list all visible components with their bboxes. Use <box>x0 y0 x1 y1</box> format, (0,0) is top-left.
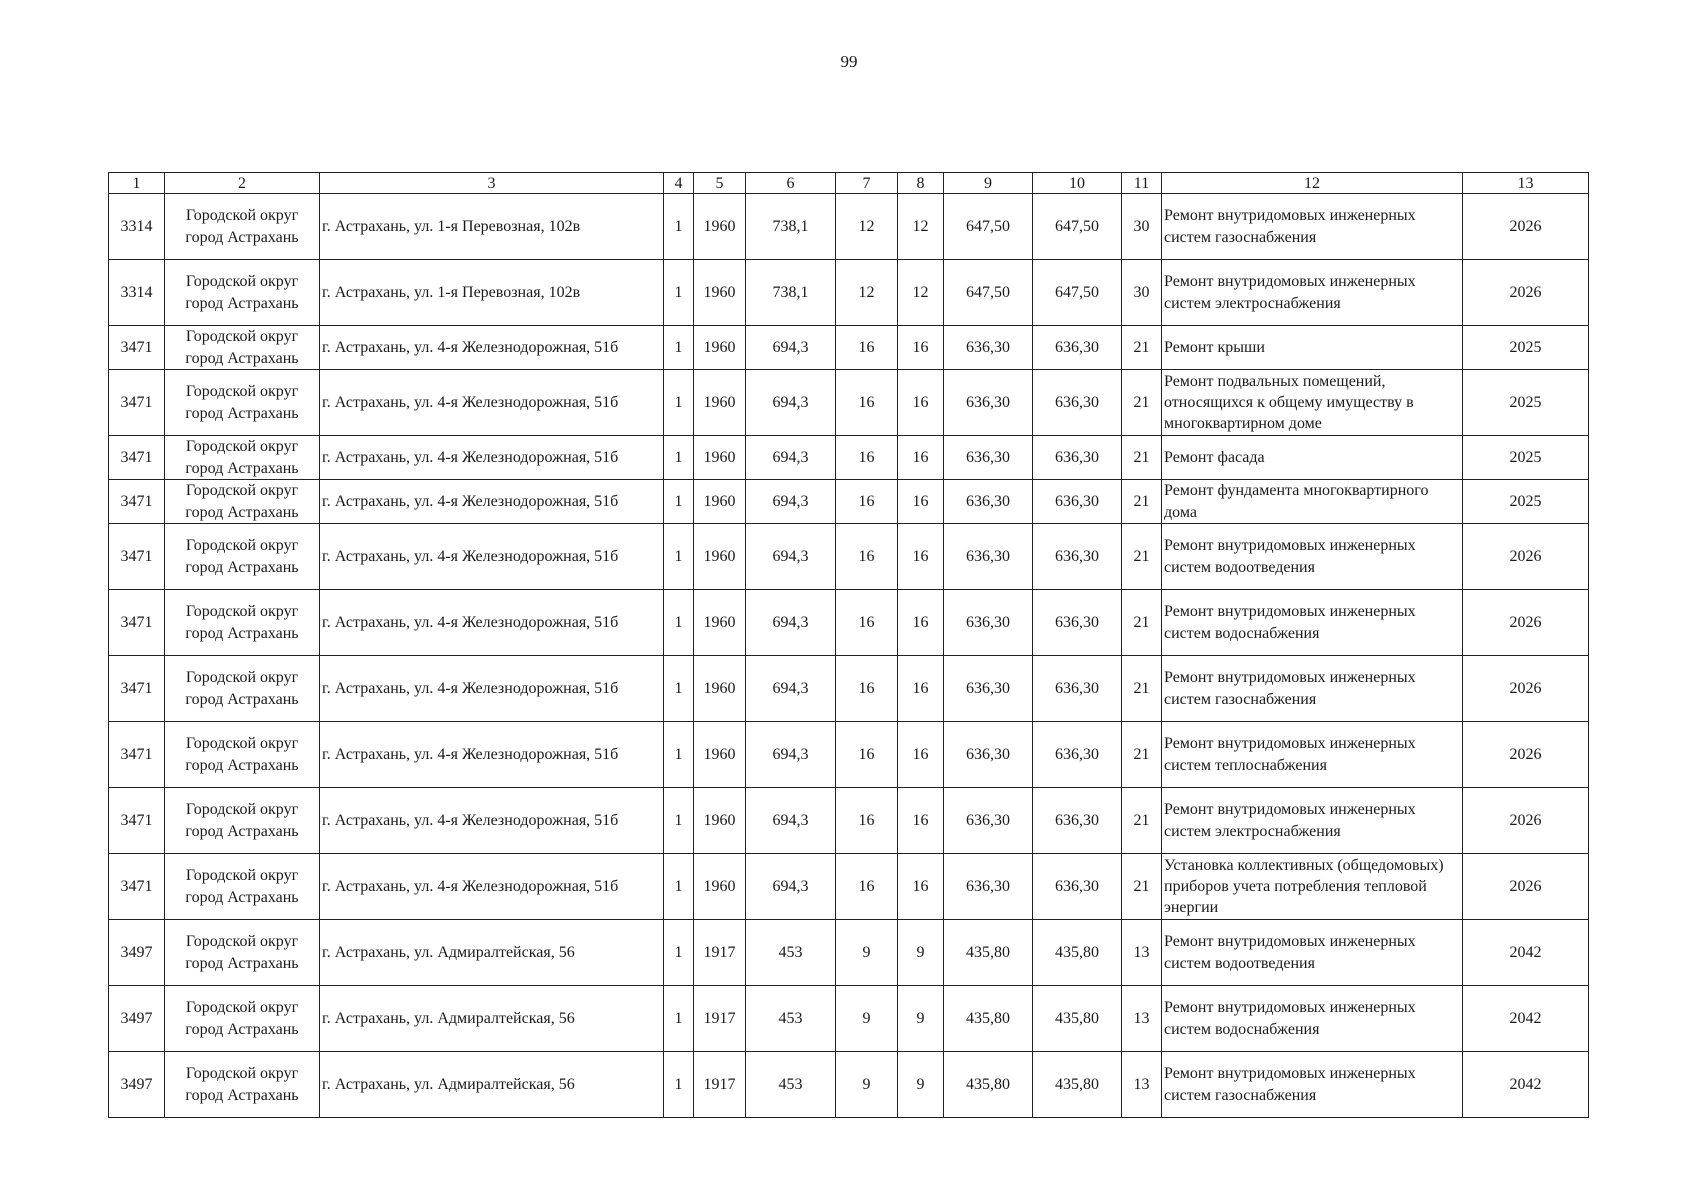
cell-col-9: 636,30 <box>944 524 1033 590</box>
cell-object-id: 3471 <box>109 524 165 590</box>
column-header: 12 <box>1162 173 1463 194</box>
cell-address: г. Астрахань, ул. 4-я Железнодорожная, 51б <box>320 788 664 854</box>
cell-work-type: Ремонт внутридомовых инженерных систем газоснабжения <box>1162 194 1463 260</box>
cell-address: г. Астрахань, ул. Адмиралтейская, 56 <box>320 1052 664 1118</box>
cell-planned-year: 2042 <box>1463 920 1589 986</box>
cell-col-7: 12 <box>836 194 898 260</box>
cell-col-7: 16 <box>836 436 898 480</box>
register-table <box>108 172 1589 1118</box>
cell-address: г. Астрахань, ул. 4-я Железнодорожная, 51б <box>320 326 664 370</box>
cell-total-area: 694,3 <box>746 788 836 854</box>
cell-col-10: 636,30 <box>1033 436 1122 480</box>
cell-object-id: 3471 <box>109 722 165 788</box>
cell-work-type: Ремонт фасада <box>1162 436 1463 480</box>
cell-col-7: 16 <box>836 326 898 370</box>
column-header: 9 <box>944 173 1033 194</box>
cell-col-9: 435,80 <box>944 920 1033 986</box>
cell-address: г. Астрахань, ул. 1-я Перевозная, 102в <box>320 260 664 326</box>
cell-col-4: 1 <box>664 370 694 436</box>
cell-col-7: 9 <box>836 986 898 1052</box>
cell-planned-year: 2025 <box>1463 370 1589 436</box>
cell-col-10: 636,30 <box>1033 480 1122 524</box>
cell-address: г. Астрахань, ул. Адмиралтейская, 56 <box>320 986 664 1052</box>
cell-total-area: 694,3 <box>746 524 836 590</box>
cell-total-area: 694,3 <box>746 370 836 436</box>
cell-planned-year: 2042 <box>1463 1052 1589 1118</box>
cell-object-id: 3471 <box>109 590 165 656</box>
cell-municipality: Городской округ город Астрахань <box>165 326 320 370</box>
cell-work-type: Ремонт внутридомовых инженерных систем водоснабжения <box>1162 590 1463 656</box>
cell-municipality: Городской округ город Астрахань <box>165 788 320 854</box>
cell-object-id: 3471 <box>109 656 165 722</box>
cell-col-10: 435,80 <box>1033 1052 1122 1118</box>
cell-year-built: 1960 <box>694 370 746 436</box>
cell-col-7: 16 <box>836 480 898 524</box>
cell-address: г. Астрахань, ул. Адмиралтейская, 56 <box>320 920 664 986</box>
cell-col-10: 636,30 <box>1033 370 1122 436</box>
cell-year-built: 1960 <box>694 194 746 260</box>
cell-col-4: 1 <box>664 524 694 590</box>
table-row <box>109 656 1589 722</box>
cell-col-7: 9 <box>836 1052 898 1118</box>
table-row <box>109 1052 1589 1118</box>
column-header: 8 <box>898 173 944 194</box>
page-number: 99 <box>840 52 858 71</box>
cell-col-4: 1 <box>664 436 694 480</box>
cell-col-4: 1 <box>664 788 694 854</box>
cell-col-7: 12 <box>836 260 898 326</box>
cell-col-10: 647,50 <box>1033 194 1122 260</box>
cell-municipality: Городской округ город Астрахань <box>165 436 320 480</box>
cell-object-id: 3471 <box>109 436 165 480</box>
cell-col-9: 435,80 <box>944 1052 1033 1118</box>
cell-col-8: 12 <box>898 194 944 260</box>
cell-total-area: 453 <box>746 1052 836 1118</box>
cell-col-11: 21 <box>1122 480 1162 524</box>
cell-col-9: 636,30 <box>944 326 1033 370</box>
cell-municipality: Городской округ город Астрахань <box>165 590 320 656</box>
cell-col-10: 636,30 <box>1033 326 1122 370</box>
cell-col-4: 1 <box>664 260 694 326</box>
cell-col-9: 636,30 <box>944 370 1033 436</box>
cell-col-8: 9 <box>898 1052 944 1118</box>
cell-work-type: Ремонт подвальных помещений, относящихся к общему имуществу в многоквартирном доме <box>1162 370 1463 436</box>
cell-municipality: Городской округ город Астрахань <box>165 524 320 590</box>
cell-col-9: 636,30 <box>944 590 1033 656</box>
cell-total-area: 453 <box>746 920 836 986</box>
cell-col-4: 1 <box>664 590 694 656</box>
cell-planned-year: 2026 <box>1463 656 1589 722</box>
cell-object-id: 3471 <box>109 326 165 370</box>
cell-col-10: 636,30 <box>1033 788 1122 854</box>
cell-col-9: 636,30 <box>944 854 1033 920</box>
cell-col-7: 16 <box>836 590 898 656</box>
cell-object-id: 3471 <box>109 370 165 436</box>
cell-work-type: Ремонт внутридомовых инженерных систем водоотведения <box>1162 920 1463 986</box>
cell-col-8: 16 <box>898 480 944 524</box>
cell-col-10: 636,30 <box>1033 722 1122 788</box>
cell-col-4: 1 <box>664 656 694 722</box>
cell-address: г. Астрахань, ул. 4-я Железнодорожная, 51б <box>320 370 664 436</box>
column-header: 4 <box>664 173 694 194</box>
column-header: 5 <box>694 173 746 194</box>
cell-year-built: 1960 <box>694 788 746 854</box>
cell-total-area: 694,3 <box>746 326 836 370</box>
cell-work-type: Установка коллективных (общедомовых) приборов учета потребления тепловой энергии <box>1162 854 1463 920</box>
cell-col-8: 16 <box>898 590 944 656</box>
cell-col-8: 16 <box>898 524 944 590</box>
cell-col-7: 16 <box>836 370 898 436</box>
cell-total-area: 694,3 <box>746 722 836 788</box>
cell-col-9: 636,30 <box>944 722 1033 788</box>
cell-col-7: 16 <box>836 524 898 590</box>
cell-address: г. Астрахань, ул. 4-я Железнодорожная, 51б <box>320 590 664 656</box>
cell-col-4: 1 <box>664 854 694 920</box>
cell-year-built: 1960 <box>694 524 746 590</box>
table-row <box>109 480 1589 524</box>
cell-col-9: 636,30 <box>944 788 1033 854</box>
table-row <box>109 788 1589 854</box>
cell-col-11: 21 <box>1122 436 1162 480</box>
cell-total-area: 694,3 <box>746 480 836 524</box>
cell-municipality: Городской округ город Астрахань <box>165 260 320 326</box>
cell-col-8: 16 <box>898 326 944 370</box>
cell-year-built: 1960 <box>694 854 746 920</box>
table-row <box>109 920 1589 986</box>
column-header: 7 <box>836 173 898 194</box>
cell-address: г. Астрахань, ул. 4-я Железнодорожная, 51б <box>320 656 664 722</box>
cell-address: г. Астрахань, ул. 4-я Железнодорожная, 51б <box>320 524 664 590</box>
cell-col-11: 21 <box>1122 326 1162 370</box>
cell-address: г. Астрахань, ул. 1-я Перевозная, 102в <box>320 194 664 260</box>
cell-object-id: 3497 <box>109 920 165 986</box>
cell-col-9: 435,80 <box>944 986 1033 1052</box>
cell-year-built: 1960 <box>694 656 746 722</box>
table-row <box>109 590 1589 656</box>
cell-total-area: 738,1 <box>746 194 836 260</box>
cell-col-8: 16 <box>898 788 944 854</box>
table-row <box>109 194 1589 260</box>
cell-col-7: 16 <box>836 854 898 920</box>
cell-municipality: Городской округ город Астрахань <box>165 722 320 788</box>
cell-col-11: 13 <box>1122 986 1162 1052</box>
cell-object-id: 3497 <box>109 1052 165 1118</box>
cell-col-4: 1 <box>664 194 694 260</box>
cell-object-id: 3497 <box>109 986 165 1052</box>
table-row <box>109 986 1589 1052</box>
cell-col-9: 647,50 <box>944 260 1033 326</box>
cell-col-8: 16 <box>898 370 944 436</box>
cell-address: г. Астрахань, ул. 4-я Железнодорожная, 51б <box>320 436 664 480</box>
cell-address: г. Астрахань, ул. 4-я Железнодорожная, 51б <box>320 480 664 524</box>
cell-municipality: Городской округ город Астрахань <box>165 854 320 920</box>
cell-municipality: Городской округ город Астрахань <box>165 370 320 436</box>
cell-col-9: 636,30 <box>944 436 1033 480</box>
cell-total-area: 453 <box>746 986 836 1052</box>
cell-year-built: 1960 <box>694 436 746 480</box>
cell-year-built: 1917 <box>694 986 746 1052</box>
cell-col-11: 21 <box>1122 590 1162 656</box>
cell-col-11: 21 <box>1122 854 1162 920</box>
cell-planned-year: 2025 <box>1463 436 1589 480</box>
cell-col-10: 636,30 <box>1033 524 1122 590</box>
cell-work-type: Ремонт внутридомовых инженерных систем водоотведения <box>1162 524 1463 590</box>
cell-work-type: Ремонт крыши <box>1162 326 1463 370</box>
table-row <box>109 370 1589 436</box>
cell-total-area: 738,1 <box>746 260 836 326</box>
cell-col-10: 435,80 <box>1033 920 1122 986</box>
cell-object-id: 3471 <box>109 788 165 854</box>
cell-object-id: 3471 <box>109 480 165 524</box>
cell-col-11: 21 <box>1122 524 1162 590</box>
cell-col-8: 9 <box>898 920 944 986</box>
cell-work-type: Ремонт внутридомовых инженерных систем теплоснабжения <box>1162 722 1463 788</box>
cell-col-9: 636,30 <box>944 656 1033 722</box>
cell-col-11: 21 <box>1122 722 1162 788</box>
table-row <box>109 260 1589 326</box>
column-header: 6 <box>746 173 836 194</box>
cell-col-8: 16 <box>898 854 944 920</box>
cell-total-area: 694,3 <box>746 436 836 480</box>
column-header: 3 <box>320 173 664 194</box>
cell-col-11: 21 <box>1122 788 1162 854</box>
cell-municipality: Городской округ город Астрахань <box>165 480 320 524</box>
cell-col-9: 636,30 <box>944 480 1033 524</box>
cell-col-11: 30 <box>1122 194 1162 260</box>
cell-col-4: 1 <box>664 1052 694 1118</box>
cell-address: г. Астрахань, ул. 4-я Железнодорожная, 51б <box>320 722 664 788</box>
cell-work-type: Ремонт внутридомовых инженерных систем газоснабжения <box>1162 656 1463 722</box>
table-row <box>109 326 1589 370</box>
cell-work-type: Ремонт фундамента многоквартирного дома <box>1162 480 1463 524</box>
cell-total-area: 694,3 <box>746 854 836 920</box>
cell-col-11: 13 <box>1122 1052 1162 1118</box>
cell-total-area: 694,3 <box>746 656 836 722</box>
cell-col-11: 21 <box>1122 370 1162 436</box>
column-header: 11 <box>1122 173 1162 194</box>
cell-planned-year: 2026 <box>1463 590 1589 656</box>
cell-planned-year: 2026 <box>1463 194 1589 260</box>
cell-municipality: Городской округ город Астрахань <box>165 986 320 1052</box>
cell-col-4: 1 <box>664 920 694 986</box>
cell-col-4: 1 <box>664 326 694 370</box>
cell-col-11: 30 <box>1122 260 1162 326</box>
cell-col-8: 12 <box>898 260 944 326</box>
cell-work-type: Ремонт внутридомовых инженерных систем электроснабжения <box>1162 788 1463 854</box>
cell-col-7: 16 <box>836 722 898 788</box>
cell-planned-year: 2026 <box>1463 854 1589 920</box>
column-header: 2 <box>165 173 320 194</box>
cell-planned-year: 2025 <box>1463 480 1589 524</box>
cell-col-8: 16 <box>898 656 944 722</box>
cell-municipality: Городской округ город Астрахань <box>165 920 320 986</box>
cell-col-4: 1 <box>664 480 694 524</box>
cell-col-11: 21 <box>1122 656 1162 722</box>
cell-year-built: 1960 <box>694 722 746 788</box>
cell-municipality: Городской округ город Астрахань <box>165 194 320 260</box>
cell-col-11: 13 <box>1122 920 1162 986</box>
cell-year-built: 1917 <box>694 1052 746 1118</box>
cell-planned-year: 2026 <box>1463 788 1589 854</box>
cell-col-7: 16 <box>836 656 898 722</box>
cell-work-type: Ремонт внутридомовых инженерных систем водоснабжения <box>1162 986 1463 1052</box>
cell-col-10: 647,50 <box>1033 260 1122 326</box>
cell-col-8: 16 <box>898 722 944 788</box>
cell-work-type: Ремонт внутридомовых инженерных систем газоснабжения <box>1162 1052 1463 1118</box>
cell-municipality: Городской округ город Астрахань <box>165 1052 320 1118</box>
cell-col-10: 636,30 <box>1033 854 1122 920</box>
table-row <box>109 524 1589 590</box>
cell-year-built: 1960 <box>694 590 746 656</box>
cell-year-built: 1960 <box>694 260 746 326</box>
cell-planned-year: 2042 <box>1463 986 1589 1052</box>
cell-year-built: 1917 <box>694 920 746 986</box>
cell-col-9: 647,50 <box>944 194 1033 260</box>
cell-col-10: 636,30 <box>1033 656 1122 722</box>
cell-col-4: 1 <box>664 986 694 1052</box>
column-header: 1 <box>109 173 165 194</box>
cell-planned-year: 2026 <box>1463 524 1589 590</box>
table-body <box>109 194 1589 1118</box>
cell-col-7: 9 <box>836 920 898 986</box>
cell-col-8: 9 <box>898 986 944 1052</box>
cell-planned-year: 2026 <box>1463 260 1589 326</box>
cell-planned-year: 2025 <box>1463 326 1589 370</box>
table-row <box>109 436 1589 480</box>
table-row <box>109 722 1589 788</box>
cell-work-type: Ремонт внутридомовых инженерных систем электроснабжения <box>1162 260 1463 326</box>
cell-object-id: 3314 <box>109 194 165 260</box>
cell-year-built: 1960 <box>694 326 746 370</box>
cell-planned-year: 2026 <box>1463 722 1589 788</box>
cell-year-built: 1960 <box>694 480 746 524</box>
cell-col-7: 16 <box>836 788 898 854</box>
cell-col-10: 435,80 <box>1033 986 1122 1052</box>
cell-col-4: 1 <box>664 722 694 788</box>
cell-col-8: 16 <box>898 436 944 480</box>
cell-address: г. Астрахань, ул. 4-я Железнодорожная, 51б <box>320 854 664 920</box>
cell-municipality: Городской округ город Астрахань <box>165 656 320 722</box>
cell-object-id: 3471 <box>109 854 165 920</box>
column-header: 10 <box>1033 173 1122 194</box>
column-header: 13 <box>1463 173 1589 194</box>
table-row <box>109 854 1589 920</box>
cell-total-area: 694,3 <box>746 590 836 656</box>
column-number-row <box>109 173 1589 194</box>
cell-object-id: 3314 <box>109 260 165 326</box>
cell-col-10: 636,30 <box>1033 590 1122 656</box>
